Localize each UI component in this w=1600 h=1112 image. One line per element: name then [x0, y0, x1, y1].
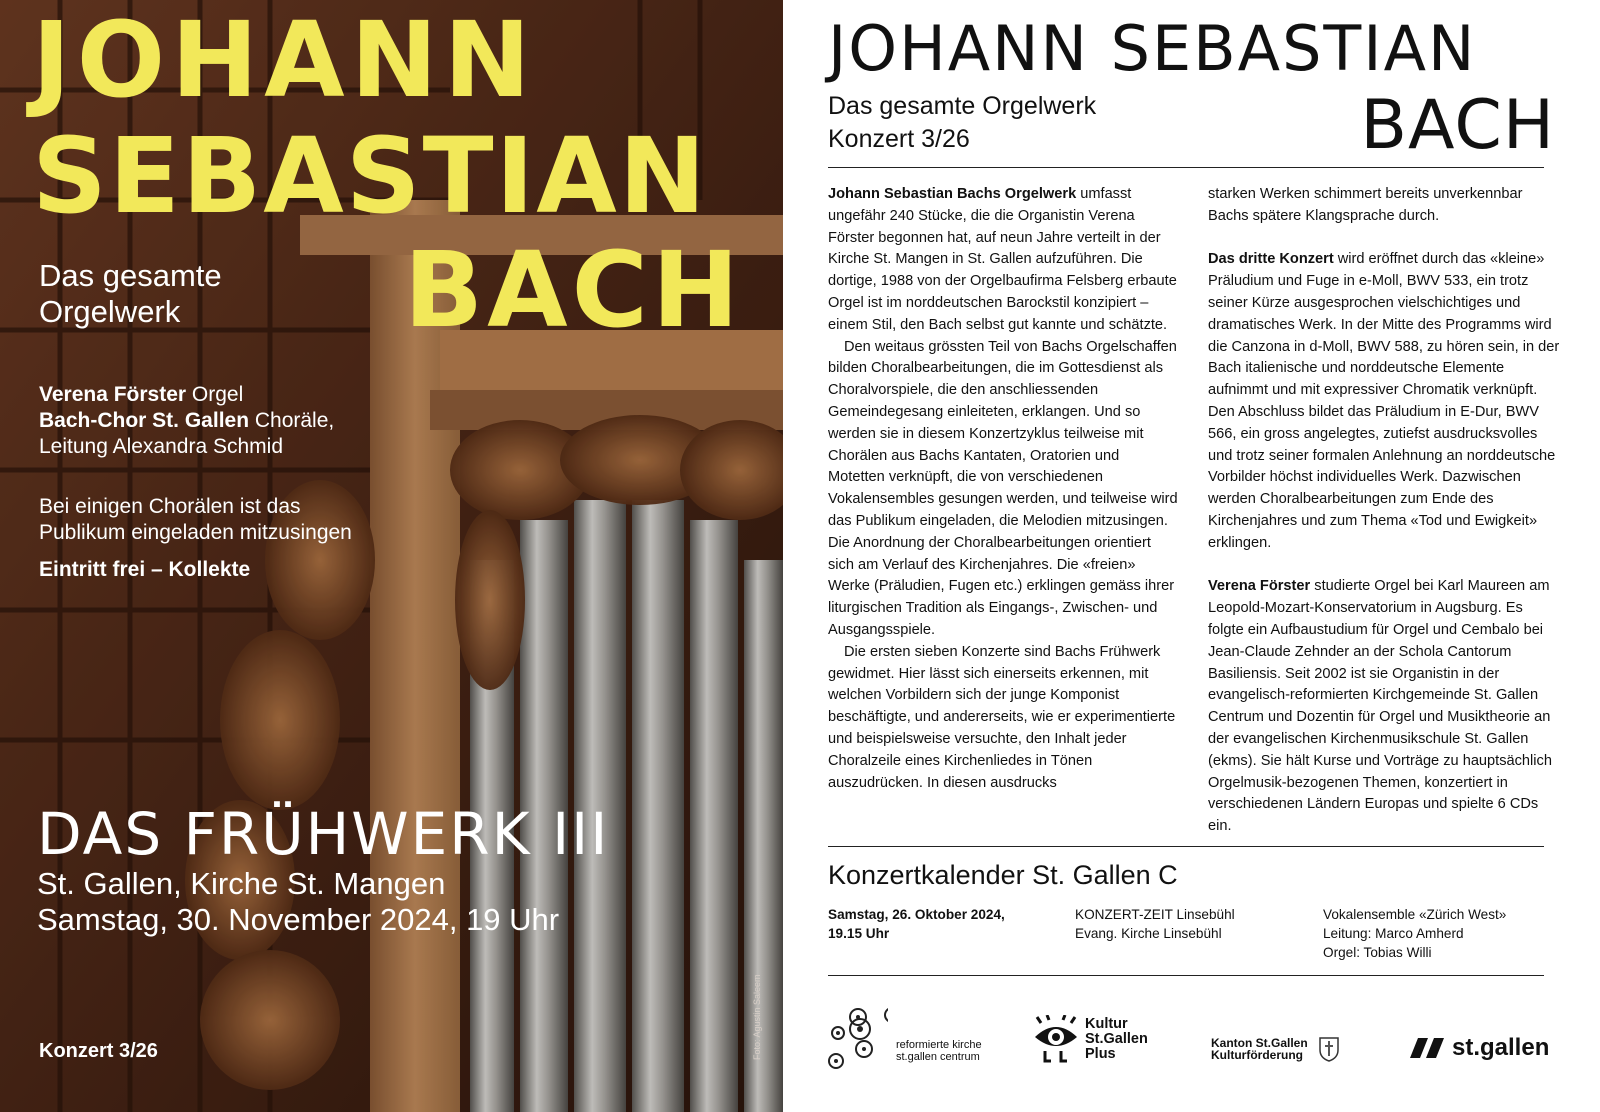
calendar-date	[828, 905, 1005, 943]
paragraph-lead: Das dritte Konzert	[1208, 251, 1334, 268]
logo-text: Plus	[1085, 1045, 1116, 1062]
singalong-line: Publikum eingeladen mitzusingen	[39, 521, 352, 544]
ref-kirche-text	[896, 1039, 982, 1063]
performer-line	[39, 408, 399, 434]
poster-subtitle	[39, 258, 339, 330]
calendar-ensemble	[1323, 905, 1506, 962]
performers	[39, 382, 399, 460]
calendar-ensemble-line: Orgel: Tobias Willi	[1323, 945, 1432, 960]
stadt-name: st.gallen	[1452, 1034, 1550, 1061]
logo-text: Kulturförderung	[1211, 1048, 1303, 1062]
coat-of-arms-icon	[1318, 1036, 1340, 1062]
divider	[828, 975, 1544, 976]
calendar-venue	[1075, 905, 1235, 943]
slash-mark-icon	[1410, 1036, 1450, 1060]
poster-title-line-3: BACH	[403, 229, 743, 351]
logo-text: Kultur	[1085, 1015, 1128, 1032]
kultur-plus-logo	[1033, 1015, 1148, 1063]
conductor: Leitung Alexandra Schmid	[39, 435, 283, 458]
poster-concert-number: Konzert 3/26	[39, 1040, 158, 1062]
eye-icon	[1033, 1015, 1079, 1063]
paragraph: Die ersten sieben Konzerte sind Bachs Frühwerk gewidmet. Hier lässt sich einerseits erkennen, mit welchen Vorbildern sich der junge Komponist beschäftigte, und andererseits, wie er experimentierte und beispielsweise versuchte, den Inhalt jeder Choralzeile eines Kirchenliedes in Tönen auszudrücken. In diesen ausdrucks	[828, 643, 1176, 791]
sheet-title-line-1: JOHANN SEBASTIAN	[828, 12, 1477, 85]
performer-role: Choräle,	[249, 409, 335, 432]
text-column-2	[1208, 184, 1560, 838]
paragraph-text: wird eröffnet durch das «kleine» Präludium und Fuge in e-Moll, BWV 533, ein trotz seiner Kürze ausgesprochen vielschichtiges und dramatisches Werk. In der Mitte des Programms wird die Canzona in d-Moll, BWV 588, zu hören sein, in der Bach italienische und norddeutsche Elemente aufnimmt und mit expressiver Chromatik verknüpft. Den Abschluss bildet das Präludium in E-Dur, BWV 566, ein gross angelegtes, zutiefst ausdrucksvolles und trotz seiner formalen Anlehnung an norddeutsche Vorbilder höchst individuelles Werk. Dazwischen werden Choralbearbeitungen zum Ende des Kirchenjahres und zum Thema «Tod und Ewigkeit» erklingen.	[1208, 251, 1560, 551]
ref-kirche-logo	[828, 1005, 982, 1071]
paragraph-lead: Verena Förster	[1208, 578, 1311, 595]
paragraph: Den weitaus grössten Teil von Bachs Orgelschaffen bilden Choralbearbeitungen, die im Gottesdienst als Choralvorspiele, die den anschliessenden Gemeindegesang einleiteten, erklangen. Und so werden sie in diesem Konzertzyklus teilweise mit Chorälen aus Bachs Kantaten, Oratorien und Motetten verknüpft, die von verschiedenen Vokalensembles gesungen werden, und teilweise wird das Publikum eingeladen, die Melodien mitzusingen. Die Anordnung der Choralbearbeitungen orientiert sich am Verlauf des Kirchenjahres. Die «freien» Werke (Präludien, Fugen etc.) erklingen gemäss ihrer liturgischen Tradition als Eingangs-, Zwischen- und Ausgangsspiele.	[828, 338, 1178, 638]
logo-text: St.Gallen	[1085, 1030, 1148, 1047]
event-location: St. Gallen, Kirche St. Mangen	[37, 866, 446, 901]
paragraph	[828, 184, 1180, 337]
logo-text: st.gallen centrum	[896, 1051, 980, 1063]
poster-subtitle-line: Orgelwerk	[39, 294, 181, 329]
performer-line	[39, 382, 399, 408]
program-sheet	[783, 0, 1600, 1112]
sheet-subtitle	[828, 90, 1096, 156]
divider	[828, 167, 1544, 168]
performer-role: Orgel	[186, 383, 244, 406]
singalong-note	[39, 494, 399, 546]
kanton-text	[1211, 1037, 1308, 1061]
logo-text: reformierte kirche	[896, 1039, 982, 1051]
calendar-ensemble-line: Vokalensemble «Zürich West»	[1323, 907, 1507, 922]
calendar-date-line: Samstag, 26. Oktober 2024,	[828, 907, 1005, 922]
paragraph-text: studierte Orgel bei Karl Maureen am Leopold-Mozart-Konservatorium in Augsburg. Es folgte ein Aufbaustudium für Orgel und Cembalo bei Jean-Claude Zehnder an der Schola Cantorum Basiliensis. Seit 2002 ist sie Organistin in der evangelisch-reformierten Kirchgemeinde St. Gallen Centrum und Dozentin für Orgel und Musiktheorie an der evangelischen Kirchenmusikschule St. Gallen (ekms). Sie hält Kurse und Vorträge zu hauptsächlich Orgelmusik-bezogenen Themen, konzertiert in verschiedenen Ländern Europas und spielte 6 CDs ein.	[1208, 578, 1552, 835]
calendar-venue-line: KONZERT-ZEIT Linsebühl	[1075, 907, 1235, 922]
calendar-title: Konzertkalender St. Gallen C	[828, 860, 1178, 890]
sponsor-logos	[828, 1000, 1550, 1080]
poster-panel	[0, 0, 783, 1112]
photo-credit: Foto: Agustin Saleem	[752, 974, 762, 1060]
sheet-subtitle-line: Das gesamte Orgelwerk	[828, 92, 1097, 120]
event-title: DAS FRÜHWERK III	[37, 800, 610, 868]
sheet-concert-number: Konzert 3/26	[828, 125, 970, 153]
paragraph: starken Werken schimmert bereits unverkennbar Bachs spätere Klangsprache durch.	[1208, 186, 1523, 224]
poster-title-line-2: SEBASTIAN	[32, 115, 708, 237]
paragraph	[1208, 249, 1560, 554]
performer-name: Bach-Chor St. Gallen	[39, 409, 250, 432]
circles-icon	[828, 1005, 888, 1071]
entry-note: Eintritt frei – Kollekte	[39, 558, 251, 581]
paragraph-lead: Johann Sebastian Bachs Orgelwerk	[828, 186, 1077, 202]
poster-subtitle-line: Das gesamte	[39, 258, 222, 293]
paragraph-text: umfasst ungefähr 240 Stücke, die die Organistin Verena Förster begonnen hat, auf neun Jahre verteilt in der Kirche St. Mangen in St. Gallen aufzuführen. Die dortige, 1988 von der Orgelbaufirma Felsberg erbaute Orgel ist im norddeutschen Barockstil konzipiert – einem Stil, den Bach selbst gut kannte und schätzte.	[828, 186, 1177, 333]
kanton-logo	[1211, 1036, 1340, 1062]
event-place-time	[37, 866, 559, 938]
calendar-venue-line: Evang. Kirche Linsebühl	[1075, 926, 1222, 941]
text-column-1	[828, 184, 1180, 794]
kultur-plus-text	[1085, 1017, 1148, 1062]
paragraph	[1208, 576, 1560, 838]
calendar-ensemble-line: Leitung: Marco Amherd	[1323, 926, 1464, 941]
event-datetime: Samstag, 30. November 2024, 19 Uhr	[37, 902, 560, 937]
stadt-logo	[1410, 1034, 1549, 1062]
poster-title-line-1: JOHANN	[32, 0, 537, 121]
divider	[828, 846, 1544, 847]
sheet-title-line-2: BACH	[1360, 86, 1555, 165]
logo-text: Kanton St.Gallen	[1211, 1036, 1308, 1050]
calendar-time-line: 19.15 Uhr	[828, 926, 890, 941]
singalong-line: Bei einigen Chorälen ist das	[39, 495, 301, 518]
performer-name: Verena Förster	[39, 383, 187, 406]
